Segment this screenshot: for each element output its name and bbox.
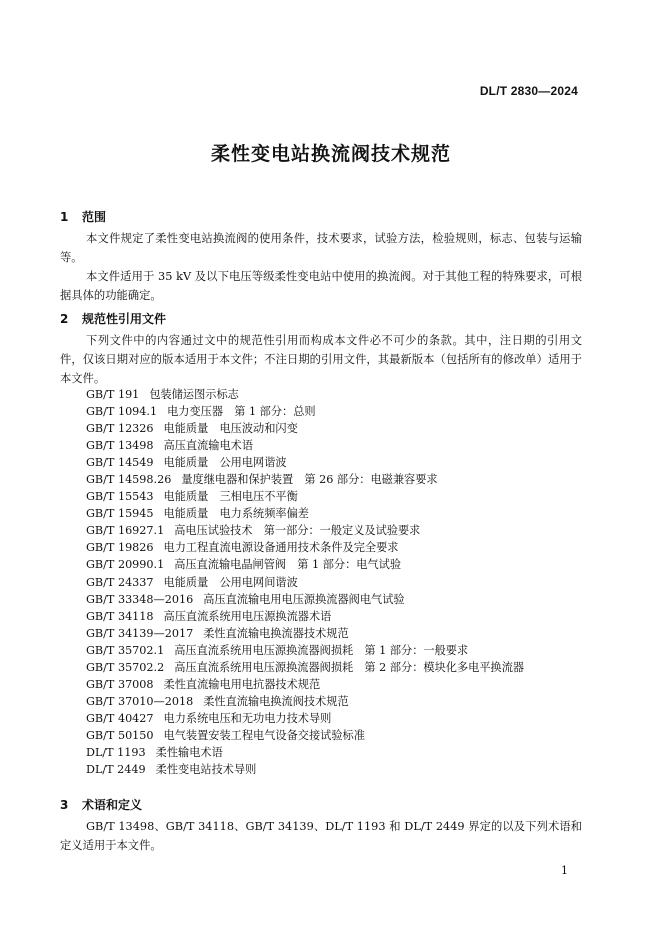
reference-item [86, 556, 524, 573]
reference-title: 高压直流系统用电压源换流器阀损耗 第 1 部分：一般要求 [174, 643, 469, 657]
reference-item [86, 710, 524, 727]
section-title: 术语和定义 [82, 798, 143, 812]
page-number: 1 [561, 864, 568, 877]
reference-item [86, 659, 524, 676]
reference-code: GB/T 33348—2016 [86, 592, 194, 606]
terms-paragraph: GB/T 13498、GB/T 34118、GB/T 34139、DL/T 1193 和 DL/T 2449 界定的以及下列术语和定义适用于本文件。 [60, 820, 582, 852]
reference-item [86, 386, 524, 403]
reference-code: GB/T 35702.2 [86, 660, 165, 674]
reference-code: GB/T 50150 [86, 728, 154, 742]
reference-item [86, 608, 524, 625]
reference-title: 高电压试验技术 第一部分：一般定义及试验要求 [174, 524, 421, 538]
reference-title: 高压直流输电术语 [163, 439, 254, 453]
reference-title: 柔性直流输电换流器技术规范 [203, 626, 349, 640]
section-number: 3 [60, 798, 69, 812]
reference-list [86, 386, 524, 778]
reference-code: GB/T 19826 [86, 541, 154, 555]
reference-item [86, 761, 524, 778]
references-intro: 下列文件中的内容通过文中的规范性引用而构成本文件必不可少的条款。其中，注日期的引用文件，仅该日期对应的版本适用于本文件；不注日期的引用文件，其最新版本（包括所有的修改单）适用于本文件。 [60, 334, 582, 385]
reference-item [86, 471, 524, 488]
reference-title: 柔性直流输电用电抗器技术规范 [163, 677, 321, 691]
reference-code: GB/T 12326 [86, 422, 154, 436]
reference-title: 电力变压器 第 1 部分：总则 [167, 405, 316, 419]
reference-code: GB/T 24337 [86, 575, 154, 589]
reference-item [86, 642, 524, 659]
reference-code: DL/T 1193 [86, 745, 146, 759]
reference-item [86, 522, 524, 539]
reference-code: GB/T 35702.1 [86, 643, 165, 657]
section-heading-references [60, 310, 166, 327]
section-title: 规范性引用文件 [82, 312, 167, 326]
reference-code: GB/T 34139—2017 [86, 626, 194, 640]
reference-item [86, 574, 524, 591]
reference-code: GB/T 34118 [86, 609, 154, 623]
reference-title: 柔性变电站技术导则 [155, 763, 257, 777]
reference-title: 电力系统电压和无功电力技术导则 [163, 711, 332, 725]
section-number: 1 [60, 210, 69, 224]
reference-item [86, 403, 524, 420]
reference-item [86, 488, 524, 505]
reference-title: 电能质量 电压波动和闪变 [163, 422, 298, 436]
reference-title: 包装储运图示标志 [149, 388, 239, 401]
reference-title: 高压直流系统用电压源换流器阀损耗 第 2 部分：模块化多电平换流器 [174, 660, 525, 674]
reference-code: GB/T 15543 [86, 490, 154, 504]
reference-title: 高压直流输电用电压源换流器阀电气试验 [203, 592, 405, 606]
reference-title: 电能质量 电力系统频率偏差 [163, 507, 309, 521]
document-title: 柔性变电站换流阀技术规范 [210, 143, 451, 165]
reference-code: GB/T 14549 [86, 456, 154, 470]
scope-paragraph-1: 本文件规定了柔性变电站换流阀的使用条件，技术要求，试验方法，检验规则，标志、包装与运输等。 [60, 232, 582, 264]
reference-title: 电气装置安装工程电气设备交接试验标准 [163, 728, 365, 742]
reference-code: DL/T 2449 [86, 763, 146, 777]
reference-code: GB/T 14598.26 [86, 473, 172, 487]
reference-item [86, 539, 524, 556]
reference-item [86, 454, 524, 471]
standard-code: DL/T 2830—2024 [479, 84, 578, 98]
reference-title: 高压直流系统用电压源换流器术语 [163, 609, 332, 623]
reference-item [86, 505, 524, 522]
reference-code: GB/T 15945 [86, 507, 154, 521]
reference-code: GB/T 1094.1 [86, 405, 158, 419]
reference-item [86, 591, 524, 608]
reference-title: 高压直流输电晶闸管阀 第 1 部分：电气试验 [174, 558, 402, 572]
reference-title: 电能质量 三相电压不平衡 [163, 490, 298, 504]
reference-title: 电能质量 公用电网谐波 [163, 456, 287, 470]
reference-item [86, 744, 524, 761]
reference-item [86, 420, 524, 437]
reference-item [86, 676, 524, 693]
section-title: 范围 [82, 210, 107, 224]
scope-paragraph-2: 本文件适用于 35 kV 及以下电压等级柔性变电站中使用的换流阀。对于其他工程的特殊要求，可根据具体的功能确定。 [60, 270, 582, 302]
reference-title: 电能质量 公用电网间谐波 [163, 575, 298, 589]
reference-code: GB/T 16927.1 [86, 524, 165, 538]
reference-code: GB/T 13498 [86, 439, 154, 453]
reference-item [86, 625, 524, 642]
reference-title: 电力工程直流电源设备通用技术条件及完全要求 [163, 541, 399, 555]
reference-code: GB/T 20990.1 [86, 558, 165, 572]
section-number: 2 [60, 312, 69, 326]
reference-title: 柔性直流输电换流阀技术规范 [203, 694, 349, 708]
reference-title: 量度继电器和保护装置 第 26 部分：电磁兼容要求 [181, 473, 438, 487]
section-heading-scope [60, 208, 106, 225]
reference-item [86, 727, 524, 744]
reference-code: GB/T 37010—2018 [86, 694, 194, 708]
reference-code: GB/T 37008 [86, 677, 154, 691]
section-heading-terms [60, 796, 142, 813]
reference-title: 柔性输电术语 [155, 745, 223, 759]
reference-code: GB/T 191 [86, 388, 140, 401]
reference-item [86, 693, 524, 710]
reference-item [86, 437, 524, 454]
reference-code: GB/T 40427 [86, 711, 154, 725]
